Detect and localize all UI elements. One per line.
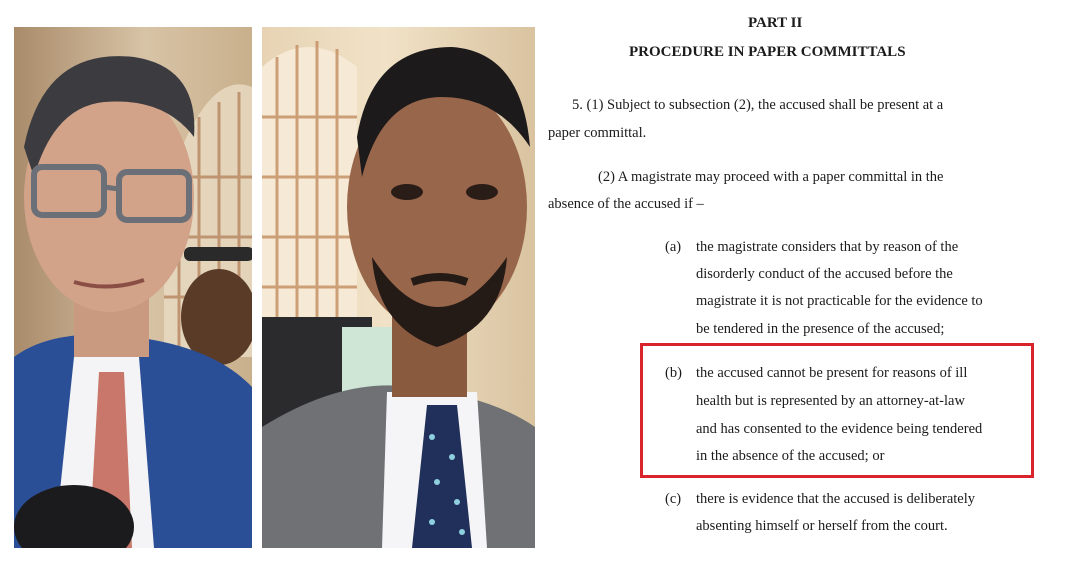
photo-right — [262, 27, 535, 548]
item-c-line: absenting himself or herself from the court. — [696, 518, 948, 534]
part-heading: PART II — [748, 15, 803, 31]
paragraph-5-line-1: 5. (1) Subject to subsection (2), the accused shall be present at a — [572, 97, 944, 113]
item-c-line: there is evidence that the accused is deliberately — [696, 491, 975, 507]
item-a-line: disorderly conduct of the accused before the — [696, 266, 953, 282]
item-a-line: magistrate it is not practicable for the evidence to — [696, 293, 983, 309]
item-c-label: (c) — [665, 491, 682, 507]
document-excerpt — [540, 0, 1080, 573]
photo-left-image — [14, 27, 252, 548]
item-b-line: in the absence of the accused; or — [696, 448, 885, 464]
paragraph-2-line-1: (2) A magistrate may proceed with a paper committal in the — [598, 169, 944, 185]
item-a-label: (a) — [665, 239, 682, 255]
item-b-line: and has consented to the evidence being tendered — [696, 421, 983, 437]
paragraph-2-line-2: absence of the accused if – — [548, 196, 704, 212]
item-a-line: be tendered in the presence of the accused; — [696, 321, 945, 337]
photo-left — [14, 27, 252, 548]
item-b-label: (b) — [665, 365, 682, 381]
item-b-line: the accused cannot be present for reasons of ill — [696, 365, 968, 381]
item-b-line: health but is represented by an attorney-at-law — [696, 393, 965, 409]
photo-right-image — [262, 27, 535, 548]
paragraph-5-line-2: paper committal. — [548, 125, 647, 141]
section-heading: PROCEDURE IN PAPER COMMITTALS — [629, 44, 906, 60]
item-a-line: the magistrate considers that by reason of the — [696, 239, 959, 255]
